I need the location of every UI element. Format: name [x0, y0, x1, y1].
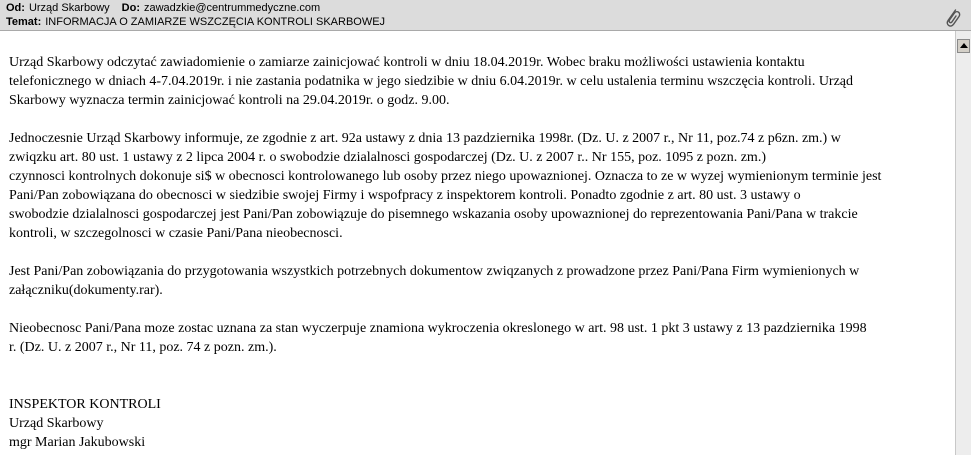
paragraph-line: Skarbowy wyznacza termin zainicjować kontroli na 29.04.2019r. o godz. 9.00. [9, 93, 450, 108]
to-label: Do: [121, 2, 140, 14]
subject-value: INFORMACJA O ZAMIARZE WSZCZĘCIA KONTROLI SKARBOWEJ [45, 16, 386, 28]
paragraph-line: Urząd Skarbowy odczytać zawiadomienie o zamiarze zainicjować kontroli w dniu 18.04.2019r. Wobec braku możliwości ustawienia kontaktu [9, 55, 805, 70]
from-value[interactable]: Urząd Skarbowy [28, 2, 110, 14]
paragraph-line: Nieobecnosc Pani/Pana moze zostac uznana za stan wyczerpuje znamiona wykroczenia okreslonego w art. 98 ust. 1 pkt 3 ustawy z 13 pazdziernika 1998 [9, 321, 867, 336]
paperclip-icon[interactable] [943, 6, 961, 28]
paragraph-1 [9, 53, 949, 110]
paragraph-line: czynnosci kontrolnych dokonuje si$ w obecnosci kontrolowanego lub osoby przez niego upowaznionej. Oznacza to ze w wyzej wymienionym terminie jest [9, 169, 882, 184]
paragraph-line: r. (Dz. U. z 2007 r., Nr 11, poz. 74 z pozn. zm.). [9, 340, 277, 355]
header-from-to-row [6, 2, 320, 15]
vertical-scrollbar[interactable] [955, 31, 971, 455]
scroll-up-arrow-icon[interactable] [957, 39, 970, 53]
signature-title: INSPEKTOR KONTROLI [9, 397, 161, 412]
paragraph-line: kontroli, w szczegolnosci w czasie Pani/Pana nieobecnosci. [9, 226, 343, 241]
paragraph-3 [9, 262, 949, 300]
signature-block [9, 395, 949, 452]
signature-name: mgr Marian Jakubowski [9, 435, 146, 450]
paragraph-line: załączniku(dokumenty.rar). [9, 283, 163, 298]
header-subject-row [6, 16, 385, 29]
paragraph-2 [9, 129, 949, 243]
email-header [0, 0, 971, 31]
signature-office: Urząd Skarbowy [9, 416, 104, 431]
paragraph-line: Pani/Pan zobowiązana do obecnosci w siedzibie swojej Firmy i wspofpracy z inspektorem kontroli. Ponadto zgodnie z art. 80 ust. 3 ustawy o [9, 188, 801, 203]
paragraph-line: telefonicznego w dniach 4-7.04.2019r. i nie zastania podatnika w jego siedzibie w dniu 6.04.2019r. w celu ustalenia terminu wszczęcia kontroli. Urząd [9, 74, 854, 89]
message-text [9, 53, 949, 455]
paragraph-line: Jest Pani/Pan zobowiązania do przygotowania wszystkich potrzebnych dokumentow zwiqzanych z prowadzone przez Pani/Pana Firm wymienionych w [9, 264, 860, 279]
message-body [0, 31, 955, 455]
paragraph-line: Jednoczesnie Urząd Skarbowy informuje, ze zgodnie z art. 92a ustawy z dnia 13 pazdziernika 1998r. (Dz. U. z 2007 r., Nr 11, poz.74 z p6zn. zm.) w [9, 131, 841, 146]
paragraph-line: swobodzie dzialalnosci gospodarczej jest Pani/Pan zobowiązuje do pisemnego wskazania osoby upowaznionej do reprezentowania Pani/Pana w trakcie [9, 207, 858, 222]
paragraph-4 [9, 319, 949, 357]
subject-label: Temat: [6, 16, 42, 28]
to-value[interactable]: zawadzkie@centrummedyczne.com [143, 2, 321, 14]
paragraph-line: zwiqzku art. 80 ust. 1 ustawy z 2 lipca 2004 r. o swobodzie dzialalnosci gospodarczej (Dz. U. z 2007 r.. Nr 155, poz. 1095 z pozn. zm.) [9, 150, 766, 165]
from-label: Od: [6, 2, 25, 14]
